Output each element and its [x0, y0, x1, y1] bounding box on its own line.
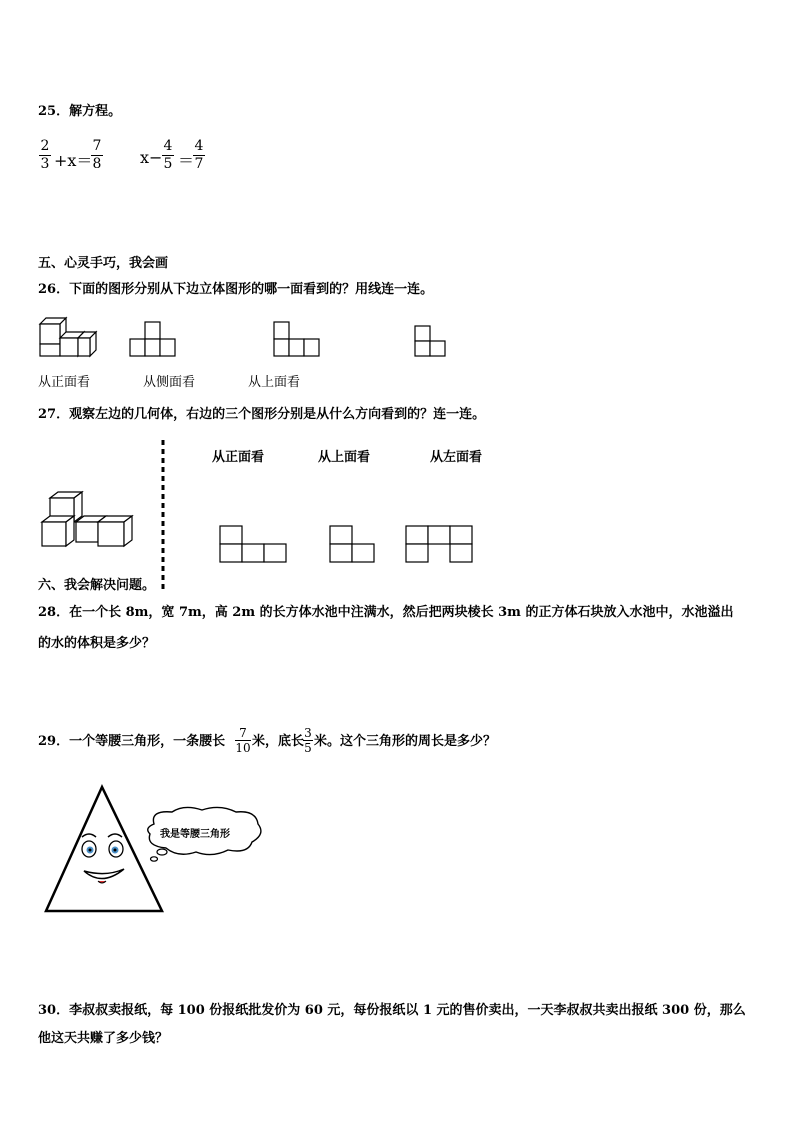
eq1-b-numerator: 7: [92, 138, 102, 154]
q30-line2: 他这天共赚了多少钱？: [38, 1031, 169, 1046]
eq2-lead: x−: [140, 148, 163, 167]
q29-text-pre: 29．一个等腰三角形，一条腰长: [38, 734, 226, 749]
q30-line1: 30．李叔叔卖报纸，每 100 份报纸批发价为 60 元，每份报纸以 1 元的售价卖出，一天李叔叔共卖出报纸 300 份，那么: [38, 1003, 746, 1018]
q29-fraction-leg: [234, 726, 252, 755]
q27-dashed-divider: [160, 440, 166, 590]
q26-title: 26．下面的图形分别从下边立体图形的哪一面看到的？用线连一连。: [38, 282, 434, 297]
q28-line1: 28．在一个长 8m，宽 7m，高 2m 的长方体水池中注满水，然后把两块棱长 3m 的正方体石块放入水池中，水池溢出: [38, 605, 734, 620]
section6-title: 六、我会解决问题。: [38, 578, 156, 593]
eq1-a-numerator: 2: [40, 138, 50, 154]
q26-label-front: 从正面看: [38, 375, 91, 390]
eq2-b-numerator: 4: [194, 138, 204, 154]
q27-view-a: [220, 526, 288, 564]
eq2-b-denominator: 7: [194, 156, 204, 172]
q29-base-numerator: 3: [304, 726, 312, 740]
q26-label-top: 从上面看: [248, 375, 301, 390]
q27-view-b: [330, 526, 376, 564]
q27-title: 27．观察左边的几何体，右边的三个图形分别是从什么方向看到的？连一连。: [38, 407, 486, 422]
q27-view-c: [406, 526, 474, 564]
eq1-fraction-b: [90, 138, 104, 173]
q26-view-b: [274, 322, 320, 356]
q26-label-side: 从侧面看: [143, 375, 196, 390]
q29-text-post: 米。这个三角形的周长是多少？: [314, 734, 497, 749]
q29-fraction-base: [302, 726, 314, 755]
q26-view-c: [415, 326, 447, 358]
eq2-fraction-a: [161, 138, 175, 173]
q26-view-a: [130, 322, 178, 356]
q29-leg-denominator: 10: [235, 741, 251, 755]
q27-label-front: 从正面看: [212, 450, 265, 465]
section5-title: 五、心灵手巧，我会画: [38, 256, 169, 271]
q27-label-left: 从左面看: [430, 450, 483, 465]
speech-bubble-text: 我是等腰三角形: [160, 829, 230, 840]
q26-solid-figure: [40, 316, 100, 356]
eq2-equals: ＝: [178, 151, 195, 170]
eq2-a-denominator: 5: [163, 156, 173, 172]
q28-line2: 的水的体积是多少？: [38, 636, 156, 651]
eq1-a-denominator: 3: [40, 156, 50, 172]
eq2-a-numerator: 4: [163, 138, 173, 154]
q27-solid-figure: [42, 490, 142, 550]
eq1-fraction-a: [38, 138, 52, 173]
eq1-b-denominator: 8: [92, 156, 102, 172]
q27-label-top: 从上面看: [318, 450, 371, 465]
eq1-operator: +x＝: [54, 151, 93, 170]
eq2-fraction-b: [192, 138, 206, 173]
q25-title: 25．解方程。: [38, 104, 122, 119]
q29-base-denominator: 5: [304, 741, 312, 755]
q29-text-mid: 米，底长: [252, 734, 305, 749]
q29-leg-numerator: 7: [239, 726, 247, 740]
